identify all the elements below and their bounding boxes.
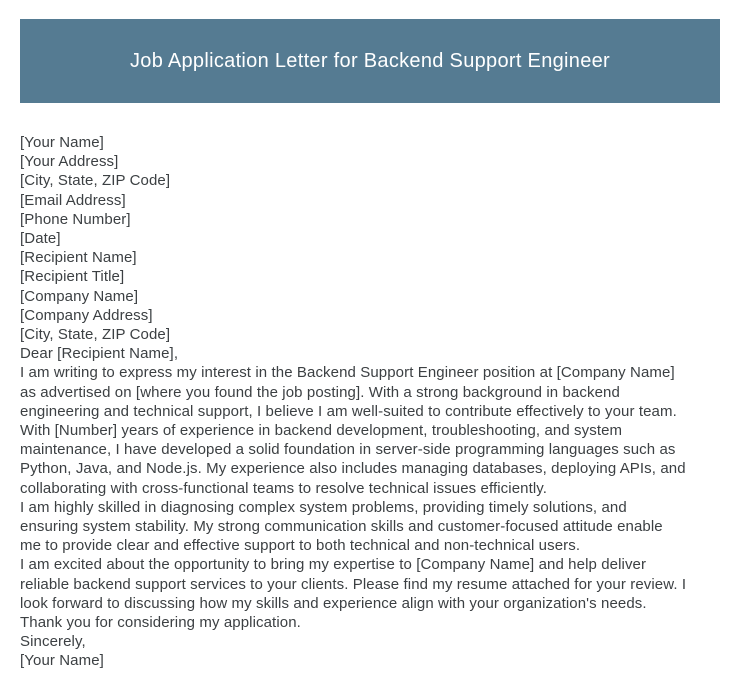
letter-line: as advertised on [where you found the job posting]. With a strong background in backend — [20, 383, 620, 401]
letter-line: [Phone Number] — [20, 210, 131, 228]
letter-line: look forward to discussing how my skills and experience align with your organization's needs. — [20, 594, 647, 612]
letter-line: reliable backend support services to your clients. Please find my resume attached for your review. I — [20, 575, 687, 593]
header-bar — [20, 19, 720, 103]
letter-line: I am highly skilled in diagnosing complex system problems, providing timely solutions, and — [20, 498, 627, 516]
letter-line: me to provide clear and effective support to both technical and non-technical users. — [20, 537, 581, 555]
letter-line: [Date] — [20, 230, 61, 248]
letter-line: Thank you for considering my application. — [20, 614, 301, 632]
letter-line: [Company Name] — [20, 287, 139, 305]
letter-line: [Your Address] — [20, 153, 119, 171]
page-title: Job Application Letter for Backend Support Engineer — [129, 49, 611, 72]
letter-line: ensuring system stability. My strong communication skills and customer-focused attitude enable — [20, 518, 663, 536]
letter-line: I am writing to express my interest in the Backend Support Engineer position at [Company Name] — [20, 364, 675, 382]
letter-line: Python, Java, and Node.js. My experience also includes managing databases, deploying APIs, and — [20, 460, 686, 478]
letter-line: maintenance, I have developed a solid foundation in server-side programming languages such as — [20, 441, 676, 459]
letter-line: [Email Address] — [20, 191, 126, 209]
letter-line: [Your Name] — [20, 652, 104, 670]
letter-line: engineering and technical support, I believe I am well-suited to contribute effectively to your team. — [20, 402, 677, 420]
letter-line: [Recipient Name] — [20, 249, 137, 267]
letter-line: [Company Address] — [20, 306, 153, 324]
letter-body — [20, 133, 730, 671]
letter-line: Sincerely, — [20, 633, 86, 651]
letter-line: [Recipient Title] — [20, 268, 125, 286]
letter-line: [City, State, ZIP Code] — [20, 172, 171, 190]
letter-line: collaborating with cross-functional teams to resolve technical issues efficiently. — [20, 479, 548, 497]
letter-line: Dear [Recipient Name], — [20, 345, 179, 363]
letter-line: [City, State, ZIP Code] — [20, 326, 171, 344]
letter-line: With [Number] years of experience in backend development, troubleshooting, and system — [20, 422, 623, 440]
letter-line: I am excited about the opportunity to bring my expertise to [Company Name] and help deliver — [20, 556, 647, 574]
letter-line: [Your Name] — [20, 134, 104, 151]
